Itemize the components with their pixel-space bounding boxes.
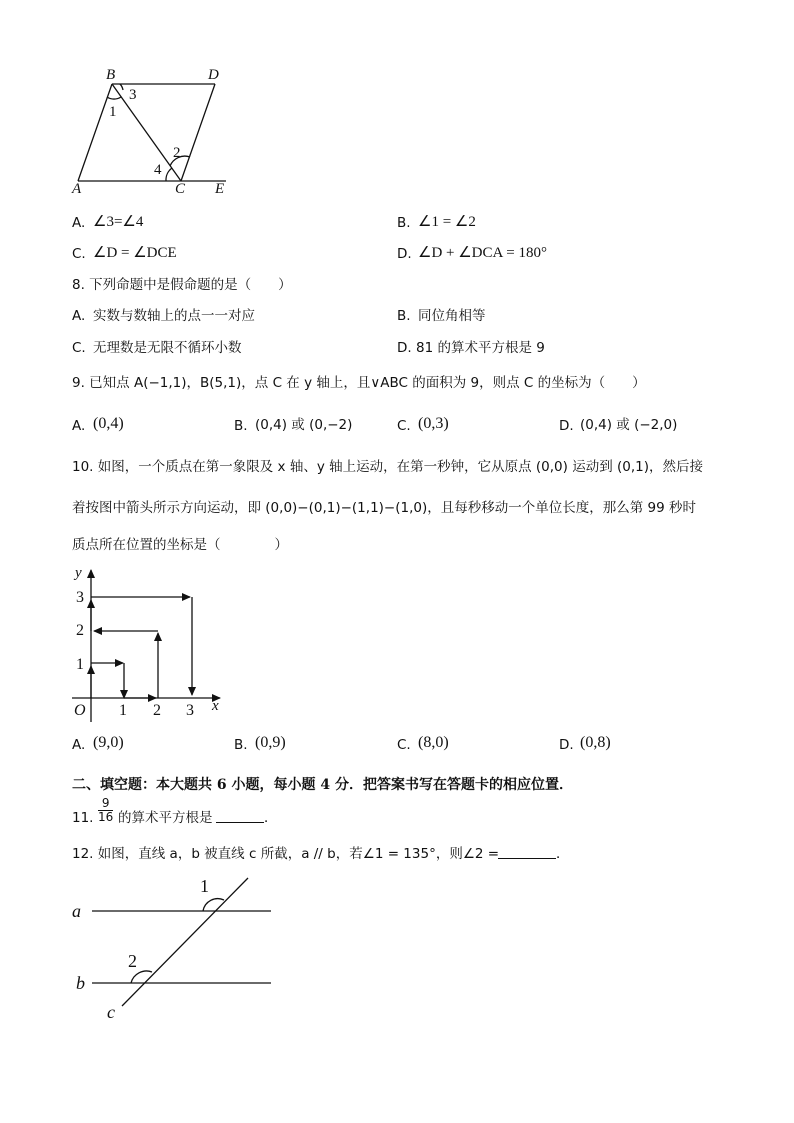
q11-fraction [98, 797, 113, 824]
angle-label-3: 3 [129, 87, 137, 103]
y-tick-1: 1 [76, 656, 84, 673]
q10-option-c: (8,0) [418, 734, 449, 751]
x-tick-1: 1 [119, 702, 127, 719]
q9-option-a-letter: A. [72, 418, 86, 434]
q11-fraction-numerator: 9 [98, 797, 113, 811]
q9-stem: 9. 已知点 A(−1,1)，B(5,1)，点 C 在 y 轴上，且∨ABC 的面积为 9，则点 C 的坐标为（ ） [72, 375, 646, 391]
x-tick-3: 3 [186, 702, 194, 719]
q8-option-c-letter: C. [72, 340, 86, 356]
q10-option-d: (0,8) [580, 734, 611, 751]
q11-number: 11. [72, 810, 94, 826]
q11-end-mark: ． [264, 810, 278, 826]
point-label-E: E [215, 181, 225, 197]
y-tick-3: 3 [76, 589, 84, 606]
section-heading: 二、填空题：本大题共 6 小题，每小题 4 分．把答案书写在答题卡的相应位置． [72, 777, 573, 793]
q11-answer-blank[interactable] [216, 810, 264, 823]
q8-option-b: 同位角相等 [418, 308, 486, 324]
q10-option-c-letter: C. [397, 737, 411, 753]
line-label-b: b [76, 973, 85, 993]
q12-end-mark: ． [556, 846, 570, 862]
q7-option-d: ∠D + ∠DCA = 180° [418, 245, 547, 261]
q9-option-c: (0,3) [418, 415, 449, 432]
q11-fraction-denominator: 16 [98, 810, 114, 824]
point-label-A: A [72, 181, 82, 197]
line-label-a: a [72, 901, 81, 921]
q9-option-d: (0,4) 或 (−2,0) [580, 417, 678, 433]
q9-option-b-letter: B. [234, 418, 248, 434]
q7-option-c: ∠D = ∠DCE [93, 245, 177, 261]
x-tick-2: 2 [153, 702, 161, 719]
angle-label-1-q12: 1 [200, 876, 209, 896]
q10-stem-line-3: 质点所在位置的坐标是（ ） [72, 537, 288, 553]
point-label-C: C [175, 181, 186, 197]
q7-option-b-letter: B. [397, 215, 411, 231]
q8-option-a-letter: A. [72, 308, 86, 324]
q9-option-d-letter: D. [559, 418, 574, 434]
q10-option-b-letter: B. [234, 737, 248, 753]
q12-answer-blank[interactable] [498, 846, 556, 859]
q7-option-b: ∠1 = ∠2 [418, 214, 476, 230]
q7-option-a-letter: A. [72, 215, 86, 231]
q10-option-b: (0,9) [255, 734, 286, 751]
q9-option-c-letter: C. [397, 418, 411, 434]
q8-stem: 8. 下列命题中是假命题的是（ ） [72, 277, 292, 293]
q9-option-a: (0,4) [93, 415, 124, 432]
q10-stem-line-1: 10. 如图，一个质点在第一象限及 x 轴、y 轴上运动，在第一秒钟，它从原点 (0,0) 运动到 (0,1)，然后接 [72, 459, 703, 475]
q10-option-a-letter: A. [72, 737, 86, 753]
point-label-B: B [106, 67, 116, 83]
q7-option-d-letter: D. [397, 246, 412, 262]
q9-option-b: (0,4) 或 (0,−2) [255, 417, 353, 433]
x-axis-label: x [212, 698, 219, 714]
q7-option-a: ∠3=∠4 [93, 214, 144, 230]
q10-stem-line-2: 着按图中箭头所示方向运动，即 (0,0)−(0,1)−(1,1)−(1,0)，且每秒移动一个单位长度，那么第 99 秒时 [72, 500, 696, 516]
q10-option-a: (9,0) [93, 734, 124, 751]
y-axis-label: y [75, 565, 82, 581]
q8-option-b-letter: B. [397, 308, 411, 324]
q7-option-c-letter: C. [72, 246, 86, 262]
q10-option-d-letter: D. [559, 737, 574, 753]
q12-stem: 12. 如图，直线 a，b 被直线 c 所截，a // b，若∠1 = 135°，则∠2 = [72, 846, 500, 862]
q8-option-a: 实数与数轴上的点一一对应 [93, 308, 255, 324]
angle-label-1: 1 [109, 104, 117, 120]
angle-label-4: 4 [154, 162, 162, 178]
y-tick-2: 2 [76, 622, 84, 639]
origin-label: O [74, 702, 86, 719]
q11-text: 的算术平方根是 [118, 810, 213, 826]
q8-option-d: 81 的算术平方根是 9 [416, 340, 545, 356]
line-label-c: c [107, 1002, 115, 1022]
q8-option-d-letter: D. [397, 340, 412, 356]
point-label-D: D [208, 67, 219, 83]
angle-label-2: 2 [173, 145, 181, 161]
q8-option-c: 无理数是无限不循环小数 [93, 340, 242, 356]
angle-label-2-q12: 2 [128, 951, 137, 971]
